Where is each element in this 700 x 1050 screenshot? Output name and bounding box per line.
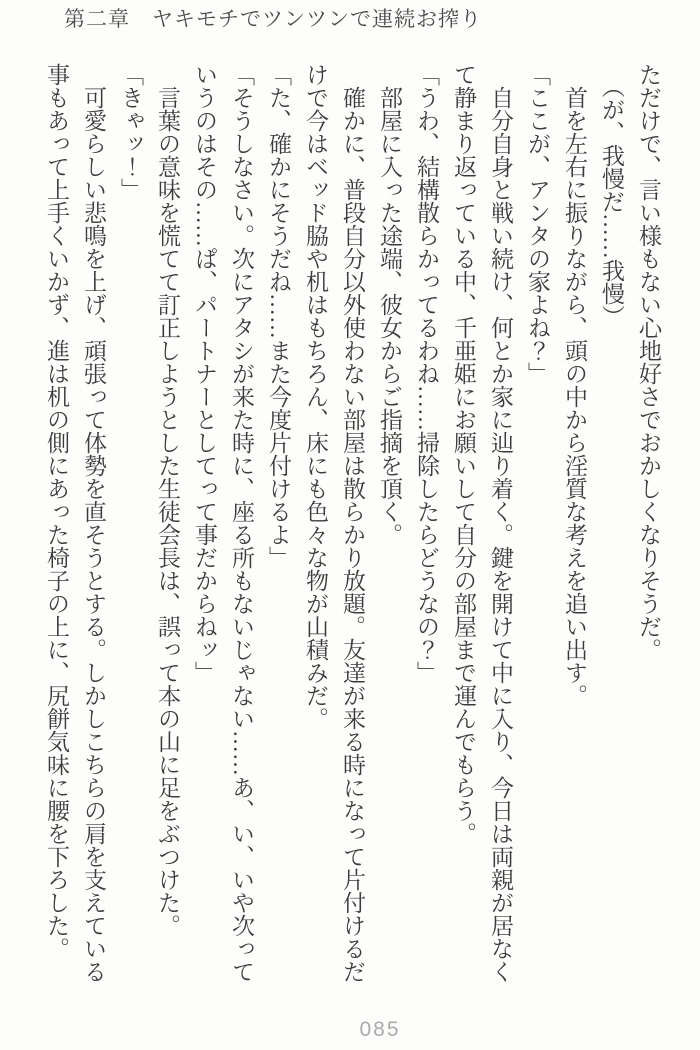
text-column: 言葉の意味を慌てて訂正しようとした生徒会長は、誤って本の山に足をぶつけた。 (155, 86, 180, 937)
text-column: 「た、確かにそうだね……また今度片付けるよ」 (266, 63, 291, 569)
text-column: いうのはその……ぱ、パートナーとしてって事だからねッ」 (192, 63, 217, 684)
text-column: 「きゃッ！」 (118, 63, 143, 201)
text-column: て静まり返っている中、千亜姫にお願いして自分の部屋まで運んでもらう。 (451, 63, 476, 845)
text-column: 部屋に入った途端、彼女からご指摘を頂く。 (377, 86, 402, 546)
body-text (38, 63, 667, 987)
text-column: 事もあって上手くいかず、進は机の側にあった椅子の上に、尻餅気味に腰を下ろした。 (44, 63, 69, 960)
text-column: けで今はベッド脇や机はもちろん、床にも色々な物が山積みだ。 (303, 63, 328, 730)
text-column: ただけで、言い様もない心地好さでおかしくなりそうだ。 (636, 63, 661, 661)
page-number: 085 (359, 1018, 401, 1041)
text-column: 確かに、普段自分以外使わない部屋は散らかり放題。友達が来る時になって片付けるだ (340, 86, 365, 983)
text-column: 可愛らしい悲鳴を上げ、頑張って体勢を直そうとする。しかしこちらの肩を支えている (81, 86, 106, 983)
text-column: 「うわ、結構散らかってるわね……掃除したらどうなの？」 (414, 63, 439, 684)
text-column: 「そうしなさい。次にアタシが来た時に、座る所もないじゃない……あ、い、いや次って (229, 63, 254, 983)
text-column: 自分自身と戦い続け、何とか家に辿り着く。鍵を開けて中に入り、今日は両親が居なく (488, 86, 513, 983)
text-column: （が、我慢だ……我慢） (599, 75, 624, 328)
text-column: 「ここが、アンタの家よね？」 (525, 63, 550, 385)
text-column: 首を左右に振りながら、頭の中から淫質な考えを追い出す。 (562, 86, 587, 707)
chapter-header: 第二章 ヤキモチでツンツンで連続お搾り (64, 7, 482, 31)
